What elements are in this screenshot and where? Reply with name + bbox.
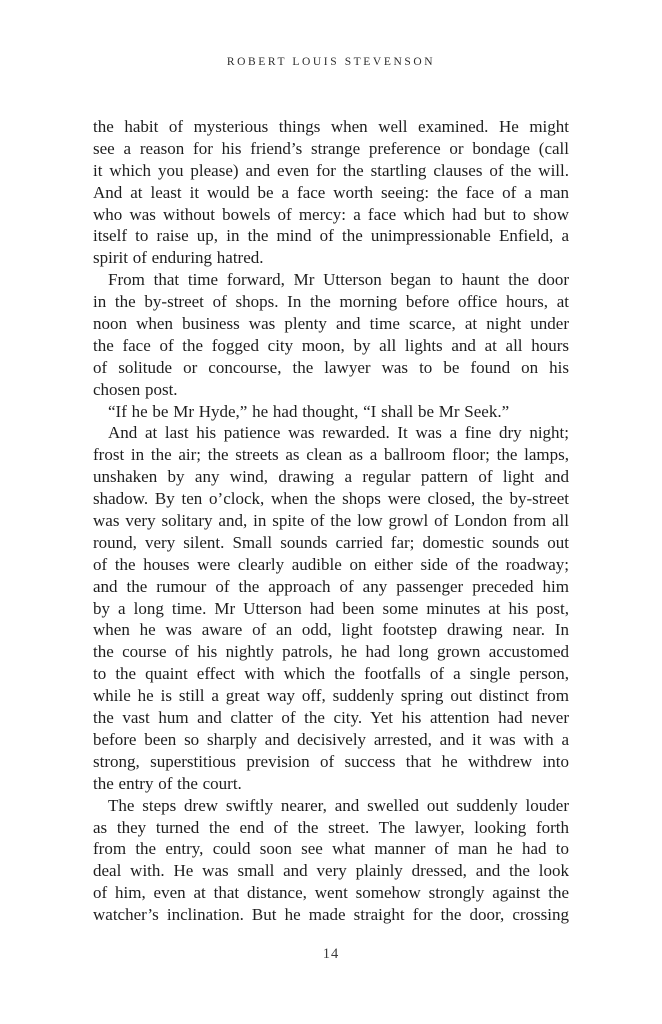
text-line: of solitude or concourse, the lawyer was to be found on his	[93, 357, 569, 377]
text-line: in the by-street of shops. In the morning before office hours, at	[93, 292, 569, 312]
text-line: of the houses were clearly audible on either side of the roadway;	[93, 554, 569, 574]
text-line: “If he be Mr Hyde,” he had thought, “I shall be Mr Seek.”	[108, 401, 510, 421]
text-line: when he was aware of an odd, light footstep drawing near. In	[93, 620, 569, 640]
text-line: and the rumour of the approach of any passenger preceded him	[93, 576, 569, 596]
text-line: And at last his patience was rewarded. It was a fine dry night;	[108, 423, 569, 443]
text-line: as they turned the end of the street. The lawyer, looking forth	[93, 817, 569, 837]
text-line: frost in the air; the streets as clean as a ballroom floor; the lamps,	[93, 445, 569, 465]
text-line: see a reason for his friend’s strange preference or bondage (call	[93, 138, 569, 158]
text-line: to the quaint effect with which the footfalls of a single person,	[93, 664, 569, 684]
text-line: before been so sharply and decisively arrested, and it was with a	[93, 729, 569, 749]
text-line: the course of his nightly patrols, he had long grown accustomed	[93, 642, 569, 662]
body-text	[93, 116, 569, 926]
text-line: noon when business was plenty and time scarce, at night under	[93, 314, 569, 334]
text-line: the entry of the court.	[93, 773, 242, 793]
text-line: the habit of mysterious things when well examined. He might	[93, 117, 569, 136]
text-line: the face of the fogged city moon, by all lights and at all hours	[93, 335, 569, 355]
text-line: it which you please) and even for the startling clauses of the will.	[93, 160, 569, 180]
text-line: round, very silent. Small sounds carried far; domestic sounds out	[93, 532, 569, 552]
text-line: from the entry, could soon see what manner of man he had to	[93, 839, 569, 859]
text-line: shadow. By ten o’clock, when the shops were closed, the by-street	[93, 489, 569, 509]
text-line: was very solitary and, in spite of the low growl of London from all	[93, 511, 569, 531]
text-line: spirit of enduring hatred.	[93, 248, 264, 268]
text-line: of him, even at that distance, went somehow strongly against the	[93, 883, 569, 903]
text-line: unshaken by any wind, drawing a regular pattern of light and	[93, 467, 569, 487]
text-line: deal with. He was small and very plainly dressed, and the look	[93, 861, 569, 881]
text-line: From that time forward, Mr Utterson began to haunt the door	[108, 270, 569, 290]
text-line: And at least it would be a face worth seeing: the face of a man	[93, 182, 569, 202]
text-line: by a long time. Mr Utterson had been some minutes at his post,	[93, 598, 569, 618]
text-line: itself to raise up, in the mind of the unimpressionable Enfield, a	[93, 226, 569, 246]
text-line: while he is still a great way off, suddenly spring out distinct from	[93, 686, 569, 706]
text-line: chosen post.	[93, 379, 178, 399]
text-line: who was without bowels of mercy: a face which had but to show	[93, 204, 569, 224]
text-line: the vast hum and clatter of the city. Yet his attention had never	[93, 708, 569, 728]
running-header: ROBERT LOUIS STEVENSON	[226, 56, 436, 68]
text-line: The steps drew swiftly nearer, and swelled out suddenly louder	[108, 795, 569, 815]
page-number: 14	[322, 946, 340, 962]
text-line: watcher’s inclination. But he made straight for the door, crossing	[93, 905, 569, 925]
text-line: strong, superstitious prevision of success that he withdrew into	[93, 751, 569, 771]
